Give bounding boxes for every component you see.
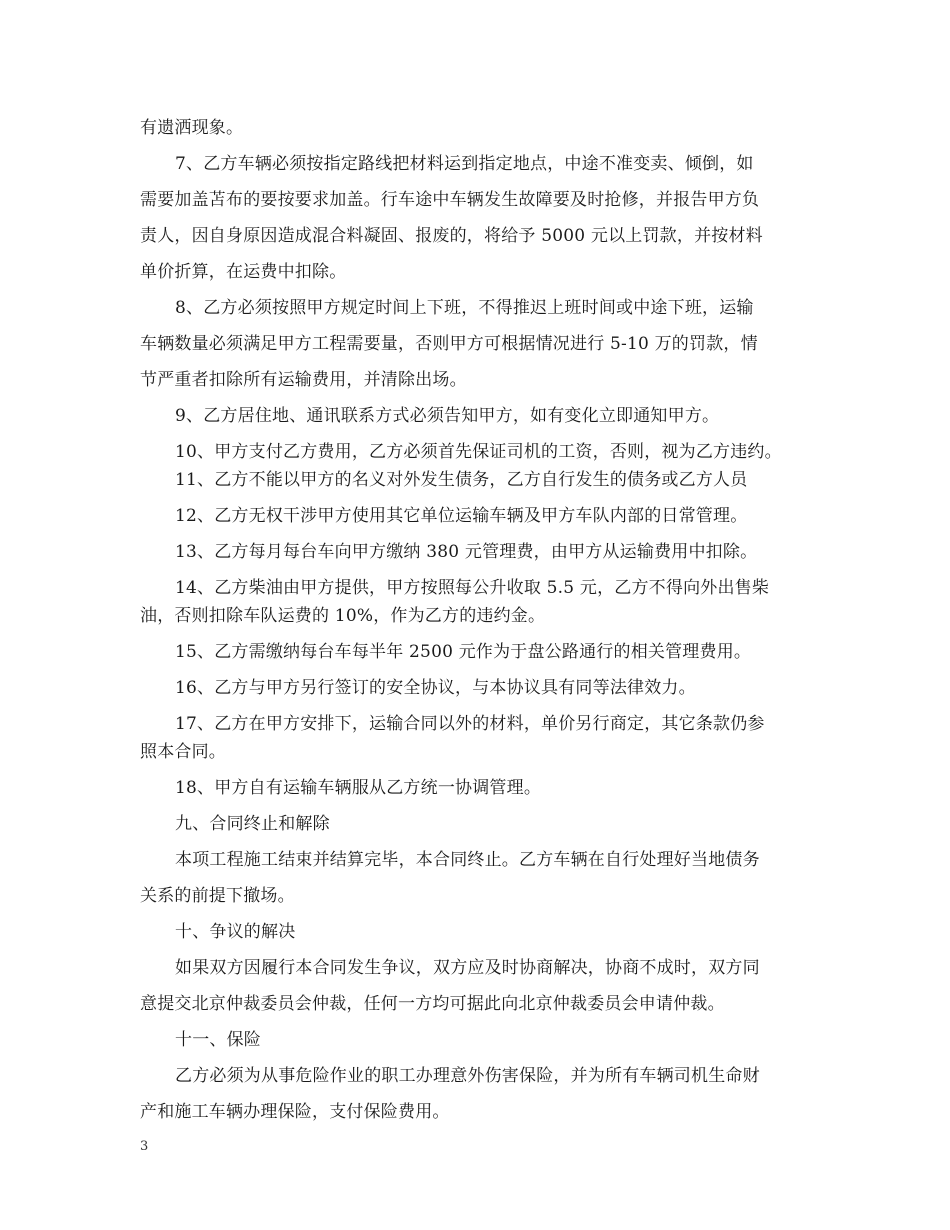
text-line: 如果双方因履行本合同发生争议，双方应及时协商解决，协商不成时，双方同 — [175, 958, 760, 978]
text-line: 12、乙方无权干涉甲方使用其它单位运输车辆及甲方车队内部的日常管理。 — [175, 506, 748, 526]
text-line: 10、甲方支付乙方费用，乙方必须首先保证司机的工资，否则，视为乙方违约。 — [175, 442, 782, 462]
section-heading: 十一、保险 — [175, 1030, 261, 1050]
text-line: 需要加盖苫布的要按要求加盖。行车途中车辆发生故障要及时抢修，并报告甲方负 — [140, 190, 760, 210]
text-line: 13、乙方每月每台车向甲方缴纳 380 元管理费，由甲方从运输费用中扣除。 — [175, 542, 758, 562]
text-line: 7、乙方车辆必须按指定路线把材料运到指定地点，中途不准变卖、倾倒，如 — [175, 154, 754, 174]
text-line: 意提交北京仲裁委员会仲裁，任何一方均可据此向北京仲裁委员会申请仲裁。 — [140, 994, 725, 1014]
text-line: 17、乙方在甲方安排下，运输合同以外的材料，单价另行商定，其它条款仍参 — [175, 714, 765, 734]
text-line: 责人，因自身原因造成混合料凝固、报废的，将给予 5000 元以上罚款，并按材料 — [140, 226, 763, 246]
page-number: 3 — [140, 1139, 149, 1154]
text-line: 15、乙方需缴纳每台车每半年 2500 元作为于盘公路通行的相关管理费用。 — [175, 642, 752, 662]
section-heading: 十、争议的解决 — [175, 922, 296, 942]
text-line: 14、乙方柴油由甲方提供，甲方按照每公升收取 5.5 元，乙方不得向外出售柴 — [175, 578, 770, 598]
text-line: 18、甲方自有运输车辆服从乙方统一协调管理。 — [175, 778, 542, 798]
text-line: 产和施工车辆办理保险，支付保险费用。 — [140, 1102, 450, 1122]
text-line: 单价折算，在运费中扣除。 — [140, 262, 347, 282]
section-heading: 九、合同终止和解除 — [175, 814, 330, 834]
text-line: 16、乙方与甲方另行签订的安全协议，与本协议具有同等法律效力。 — [175, 678, 696, 698]
text-line: 11、乙方不能以甲方的名义对外发生债务，乙方自行发生的债务或乙方人员 — [175, 470, 748, 490]
text-line: 9、乙方居住地、通讯联系方式必须告知甲方，如有变化立即通知甲方。 — [175, 406, 720, 426]
text-line: 本项工程施工结束并结算完毕，本合同终止。乙方车辆在自行处理好当地债务 — [175, 850, 760, 870]
text-line: 关系的前提下撤场。 — [140, 886, 295, 906]
text-line: 8、乙方必须按照甲方规定时间上下班，不得推迟上班时间或中途下班，运输 — [175, 298, 754, 318]
text-line: 节严重者扣除所有运输费用，并清除出场。 — [140, 370, 467, 390]
text-line: 乙方必须为从事危险作业的职工办理意外伤害保险，并为所有车辆司机生命财 — [175, 1066, 760, 1086]
text-line: 有遗洒现象。 — [140, 118, 244, 138]
text-line: 车辆数量必须满足甲方工程需要量，否则甲方可根据情况进行 5-10 万的罚款，情 — [140, 334, 758, 354]
text-line: 油，否则扣除车队运费的 10%，作为乙方的违约金。 — [140, 606, 546, 626]
text-line: 照本合同。 — [140, 742, 226, 762]
